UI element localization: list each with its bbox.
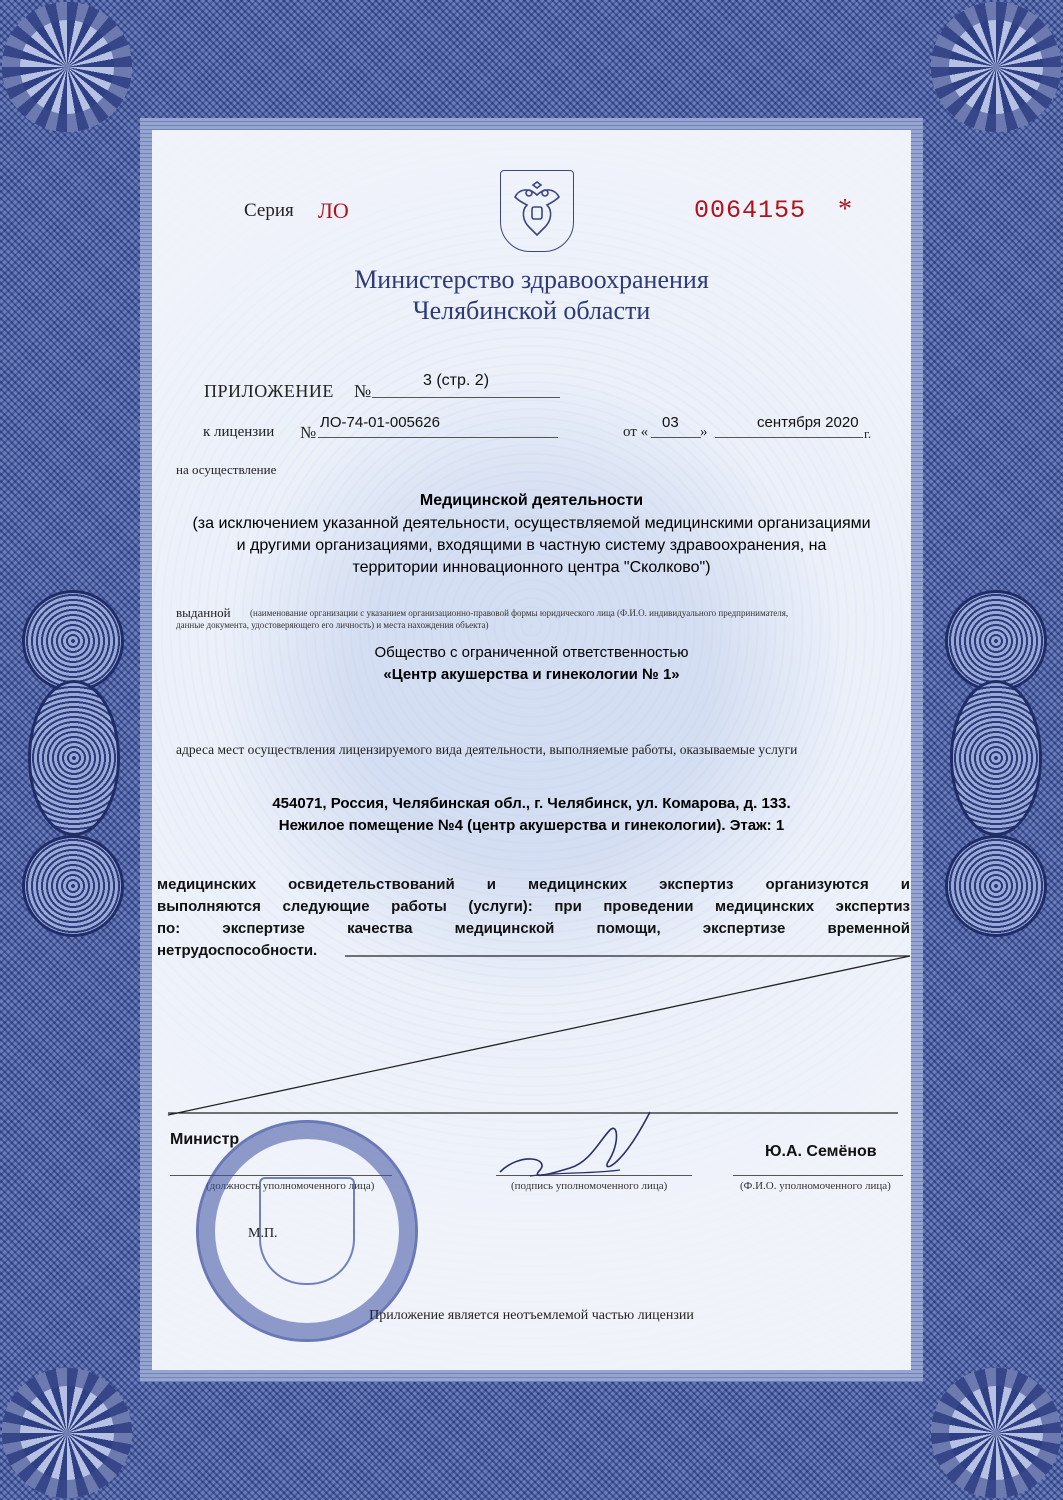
- signature-caption: (подпись уполномоченного лица): [511, 1180, 668, 1192]
- appendix-number-sign: №: [354, 381, 372, 401]
- signatory-name: Ю.А. Семёнов: [765, 1143, 877, 1160]
- activity-title: Медицинской деятельности: [419, 492, 644, 509]
- signatory-position: Министр: [170, 1131, 240, 1148]
- footer-note: Приложение является неотъемлемой частью лицензии: [369, 1308, 694, 1323]
- appendix-number: 3 (стр. 2): [423, 372, 490, 389]
- activity-intro: на осуществление: [176, 462, 277, 477]
- issued-note-line-1: (наименование организации с указанием организационно-правовой формы юридического лица (Ф.И.О. индивидуального предпринимателя,: [250, 608, 789, 618]
- ministry-title-line-2: Челябинской области: [412, 296, 651, 325]
- activity-line-2: и другими организациями, входящими в частную систему здравоохранения, на: [236, 537, 827, 554]
- activity-line-3: территории инновационного центра "Сколково"): [352, 559, 711, 576]
- position-caption: (должность уполномоченного лица): [206, 1180, 375, 1192]
- addresses-label: адреса мест осуществления лицензируемого вида деятельности, выполняемые работы, оказываемые услуги: [176, 742, 798, 757]
- services-line-2: выполняются следующие работы (услуги): при проведении медицинских экспертиз: [157, 898, 910, 915]
- organization-line-1: Общество с ограниченной ответственностью: [374, 644, 689, 661]
- issued-note-line-2: данные документа, удостоверяющего его личность) и места нахождения объекта): [176, 620, 489, 630]
- address-line-2: Нежилое помещение №4 (центр акушерства и гинекологии). Этаж: 1: [278, 817, 785, 834]
- name-underline: [733, 1175, 903, 1176]
- name-caption: (Ф.И.О. уполномоченного лица): [740, 1180, 891, 1192]
- license-label: к лицензии: [203, 424, 275, 440]
- date-close: »: [700, 424, 708, 440]
- handwritten-signature: [490, 1100, 670, 1190]
- issued-label: выданной: [176, 605, 231, 620]
- license-number-sign: №: [300, 423, 317, 442]
- series-label: Серия: [244, 200, 294, 221]
- services-line-1: медицинских освидетельствований и медицинских экспертиз организуются и: [157, 876, 910, 893]
- date-month-year: сентября 2020: [757, 414, 859, 431]
- services-line-3: по: экспертизе качества медицинской помощи, экспертизе временной: [157, 920, 910, 937]
- series-value: ЛО: [318, 198, 349, 223]
- ministry-title-line-1: Министерство здравоохранения: [354, 265, 709, 294]
- services-line-4: нетрудоспособности.: [157, 942, 318, 959]
- blank-number-mark: *: [838, 194, 852, 225]
- seal-place-label: М.П.: [248, 1226, 278, 1241]
- date-prefix: от «: [623, 424, 649, 440]
- license-number: ЛО-74-01-005626: [320, 414, 440, 431]
- organization-line-2: «Центр акушерства и гинекологии № 1»: [383, 666, 680, 683]
- address-line-1: 454071, Россия, Челябинская обл., г. Челябинск, ул. Комарова, д. 133.: [272, 795, 791, 812]
- appendix-label: ПРИЛОЖЕНИЕ: [204, 381, 334, 401]
- blank-number: 0064155: [694, 196, 807, 225]
- date-day: 03: [662, 414, 679, 431]
- activity-line-1: (за исключением указанной деятельности, осуществляемой медицинскими организациями: [192, 515, 871, 532]
- date-year-suffix: г.: [864, 426, 872, 441]
